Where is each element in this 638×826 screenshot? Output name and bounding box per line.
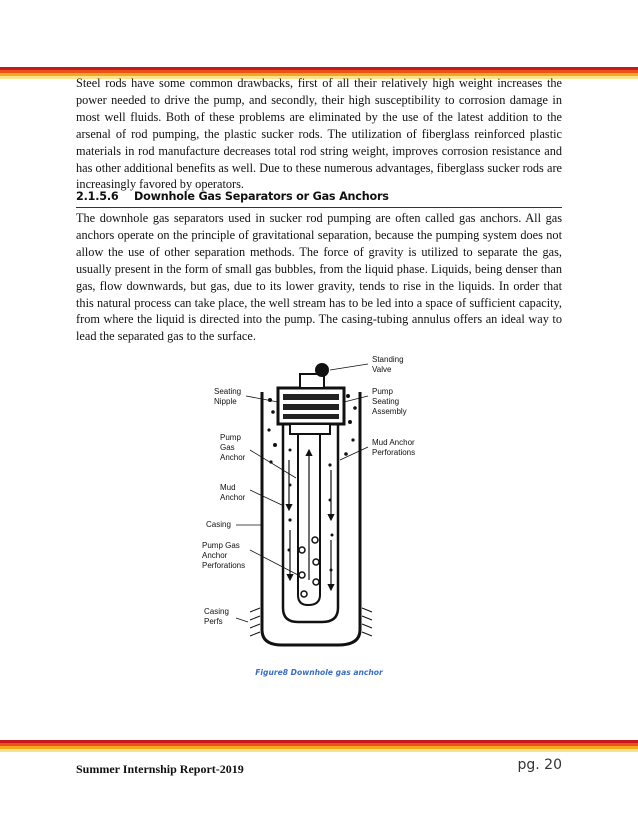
label-pga-perf-2: Anchor (202, 551, 228, 560)
label-pump-seating-2: Seating (372, 397, 400, 406)
label-pump-gas-anchor-2: Gas (220, 443, 235, 452)
footer-page-number: pg. 20 (517, 757, 562, 773)
section-number: 2.1.5.6 (76, 190, 119, 203)
footer-report-title: Summer Internship Report-2019 (76, 762, 244, 776)
paragraph-gas-anchors: The downhole gas separators used in sucker rod pumping are often called gas anchors. All gas anchors operate on the principle of gravitational separation, because the pumping system does not allow the use of other separation methods. The force of gravity is utilized to separate the gas, usually present in the form of small gas bubbles, from the liquid phase. Liquids, being denser than gas, flow downwards, but gas, due to its lower gravity, tends to rise in the liquids. In order that this natural process can take place, the well stream has to be led into a space of sufficient capacity, from where the liquid is directed into the pump. The casing-tubing annulus offers an ideal way to lead the separated gas to the surface. (76, 211, 562, 344)
label-mud-anchor-perf-1: Mud Anchor (372, 438, 415, 447)
mud-anchor-tube (283, 425, 338, 622)
label-mud-anchor-perf-2: Perforations (372, 448, 416, 457)
label-casing: Casing (206, 520, 231, 529)
label-pga-perf-1: Pump Gas (202, 541, 240, 550)
label-seating-nipple-1: Seating (214, 387, 242, 396)
label-pump-seating-3: Assembly (372, 407, 407, 416)
gas-anchor-diagram (190, 350, 430, 650)
figure-caption: Figure8 Downhole gas anchor (255, 668, 383, 677)
label-mud-anchor-2: Anchor (220, 493, 246, 502)
paragraph-sucker-rods: Steel rods have some common drawbacks, first of all their relatively high weight increases the power needed to drive the pump, and secondly, their high susceptibility to corrosion damage in most well fluids. Both of these problems are eliminated by the use of the latest addition to the arsenal of rod pumping, the plastic sucker rods. The utilization of fiberglass reinforced plastic materials in rod manufacture decreases total rod string weight, improves corrosion resistance and has other additional benefits as well. Due to these numerous advantages, fiberglass sucker rods are increasingly favored by operators. (76, 76, 562, 192)
standing-valve-ball (315, 363, 329, 377)
label-mud-anchor-1: Mud (220, 483, 236, 492)
label-pump-seating-1: Pump (372, 387, 393, 396)
label-standing-valve-2: Valve (372, 365, 392, 374)
label-pump-gas-anchor-1: Pump (220, 433, 241, 442)
section-title: Downhole Gas Separators or Gas Anchors (134, 190, 389, 203)
label-pga-perf-3: Perforations (202, 561, 246, 570)
label-casing-perfs-1: Casing (204, 607, 229, 616)
label-casing-perfs-2: Perfs (204, 617, 223, 626)
label-seating-nipple-2: Nipple (214, 397, 237, 406)
heading-underline (76, 207, 562, 208)
section-heading (76, 190, 562, 203)
footer-color-band (0, 740, 638, 752)
label-standing-valve-1: Standing (372, 355, 404, 364)
label-pump-gas-anchor-3: Anchor (220, 453, 246, 462)
